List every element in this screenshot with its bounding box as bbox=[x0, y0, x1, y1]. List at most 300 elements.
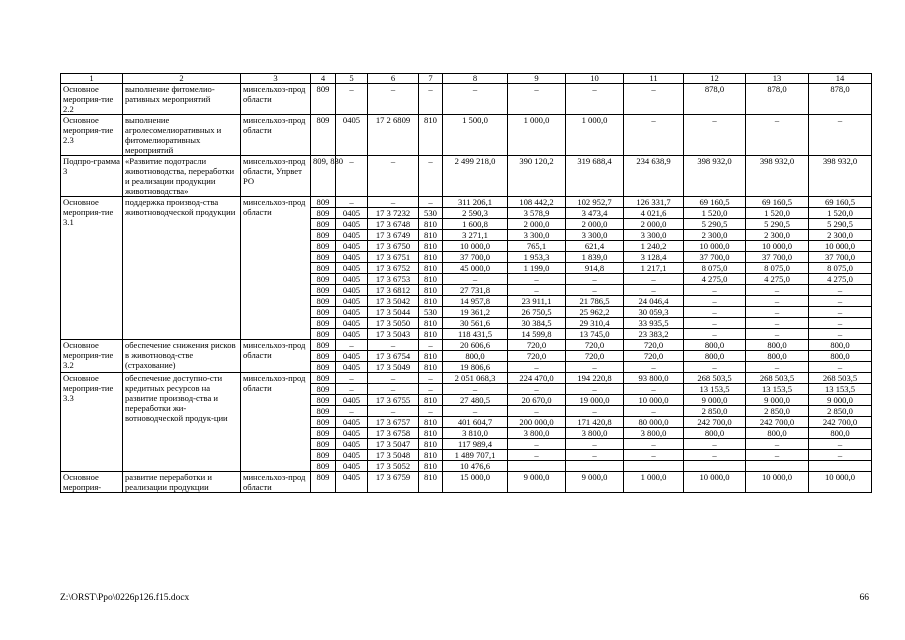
footer-file-path: Z:\ORST\Ppo\0226p126.f15.docx bbox=[60, 593, 190, 603]
value-cell: – bbox=[624, 439, 684, 450]
value-cell: – bbox=[368, 197, 419, 208]
value-cell: 69 160,5 bbox=[684, 197, 746, 208]
value-cell: 3 300,0 bbox=[508, 230, 566, 241]
value-cell: 17 3 6753 bbox=[368, 274, 419, 285]
value-cell: 311 206,1 bbox=[443, 197, 508, 208]
column-header: 6 bbox=[368, 74, 419, 84]
executor-cell: минсельхоз-прод области bbox=[241, 84, 311, 115]
value-cell: 810 bbox=[419, 472, 443, 493]
value-cell: 1 240,2 bbox=[624, 241, 684, 252]
value-cell: – bbox=[809, 285, 872, 296]
item-name-cell: Основное мероприя- bbox=[61, 472, 123, 493]
value-cell: 9 000,0 bbox=[809, 395, 872, 406]
value-cell: 17 3 6751 bbox=[368, 252, 419, 263]
value-cell: 1 000,0 bbox=[508, 115, 566, 156]
value-cell: – bbox=[684, 115, 746, 156]
value-cell: 4 021,6 bbox=[624, 208, 684, 219]
value-cell: 720,0 bbox=[624, 351, 684, 362]
value-cell: 2 850,0 bbox=[809, 406, 872, 417]
value-cell: 268 503,5 bbox=[746, 373, 809, 384]
value-cell: 809 bbox=[311, 417, 336, 428]
value-cell: – bbox=[684, 439, 746, 450]
value-cell: 0405 bbox=[336, 274, 368, 285]
value-cell: 126 331,7 bbox=[624, 197, 684, 208]
value-cell: 80 000,0 bbox=[624, 417, 684, 428]
value-cell: – bbox=[684, 318, 746, 329]
value-cell: 17 3 5048 bbox=[368, 450, 419, 461]
value-cell: – bbox=[508, 362, 566, 373]
value-cell: 17 3 6752 bbox=[368, 263, 419, 274]
value-cell: – bbox=[336, 384, 368, 395]
value-cell: 810 bbox=[419, 219, 443, 230]
value-cell: 0405 bbox=[336, 461, 368, 472]
value-cell: 0405 bbox=[336, 395, 368, 406]
value-cell: 809 bbox=[311, 307, 336, 318]
value-cell: 17 3 6759 bbox=[368, 472, 419, 493]
value-cell: 0405 bbox=[336, 285, 368, 296]
value-cell: 809 bbox=[311, 428, 336, 439]
value-cell: 26 750,5 bbox=[508, 307, 566, 318]
value-cell bbox=[624, 461, 684, 472]
value-cell: 0405 bbox=[336, 263, 368, 274]
value-cell: 5 290,5 bbox=[684, 219, 746, 230]
table-row bbox=[61, 197, 872, 208]
value-cell: 5 290,5 bbox=[809, 219, 872, 230]
value-cell: 530 bbox=[419, 307, 443, 318]
value-cell: – bbox=[809, 115, 872, 156]
value-cell: 21 786,5 bbox=[566, 296, 624, 307]
value-cell: 1 000,0 bbox=[566, 115, 624, 156]
value-cell: 2 000,0 bbox=[566, 219, 624, 230]
value-cell: – bbox=[419, 197, 443, 208]
value-cell: 14 957,8 bbox=[443, 296, 508, 307]
value-cell: 0405 bbox=[336, 439, 368, 450]
value-cell: 398 932,0 bbox=[809, 156, 872, 197]
value-cell: 33 935,5 bbox=[624, 318, 684, 329]
item-description-cell: «Развитие подотрасли животноводства, переработки и реализации продукции животноводства» bbox=[123, 156, 241, 197]
table-row bbox=[61, 472, 872, 493]
value-cell: – bbox=[419, 406, 443, 417]
executor-cell: минсельхоз-прод области, Упрвет РО bbox=[241, 156, 311, 197]
value-cell: 0405 bbox=[336, 230, 368, 241]
value-cell: – bbox=[746, 439, 809, 450]
value-cell: – bbox=[566, 406, 624, 417]
value-cell: – bbox=[684, 450, 746, 461]
value-cell: 809 bbox=[311, 373, 336, 384]
value-cell: 800,0 bbox=[443, 351, 508, 362]
value-cell: – bbox=[508, 406, 566, 417]
value-cell: – bbox=[746, 285, 809, 296]
value-cell: 0405 bbox=[336, 362, 368, 373]
value-cell: 17 3 5044 bbox=[368, 307, 419, 318]
value-cell: 2 850,0 bbox=[746, 406, 809, 417]
value-cell: 1 600,8 bbox=[443, 219, 508, 230]
value-cell: 69 160,5 bbox=[746, 197, 809, 208]
table-row bbox=[61, 340, 872, 351]
value-cell: 2 850,0 bbox=[684, 406, 746, 417]
value-cell: 810 bbox=[419, 241, 443, 252]
value-cell: – bbox=[566, 439, 624, 450]
value-cell: 9 000,0 bbox=[508, 472, 566, 493]
value-cell: 3 800,0 bbox=[566, 428, 624, 439]
value-cell: – bbox=[336, 406, 368, 417]
value-cell: 200 000,0 bbox=[508, 417, 566, 428]
value-cell: 809 bbox=[311, 84, 336, 115]
value-cell: 10 000,0 bbox=[809, 472, 872, 493]
value-cell: – bbox=[684, 285, 746, 296]
value-cell: 809 bbox=[311, 384, 336, 395]
value-cell: – bbox=[566, 274, 624, 285]
value-cell: 3 473,4 bbox=[566, 208, 624, 219]
value-cell: 810 bbox=[419, 285, 443, 296]
value-cell: – bbox=[443, 384, 508, 395]
value-cell: 17 3 6755 bbox=[368, 395, 419, 406]
value-cell: 27 731,8 bbox=[443, 285, 508, 296]
value-cell: – bbox=[624, 115, 684, 156]
value-cell: 0405 bbox=[336, 428, 368, 439]
value-cell: – bbox=[336, 340, 368, 351]
value-cell: – bbox=[746, 307, 809, 318]
value-cell: – bbox=[443, 84, 508, 115]
value-cell: 0405 bbox=[336, 252, 368, 263]
value-cell bbox=[746, 461, 809, 472]
value-cell: 398 932,0 bbox=[746, 156, 809, 197]
value-cell: 9 000,0 bbox=[566, 472, 624, 493]
value-cell: 2 051 068,3 bbox=[443, 373, 508, 384]
value-cell: 0405 bbox=[336, 351, 368, 362]
value-cell bbox=[684, 461, 746, 472]
value-cell: – bbox=[419, 373, 443, 384]
value-cell: 17 3 6749 bbox=[368, 230, 419, 241]
value-cell: 37 700,0 bbox=[746, 252, 809, 263]
value-cell: – bbox=[746, 296, 809, 307]
column-header: 9 bbox=[508, 74, 566, 84]
value-cell: – bbox=[336, 373, 368, 384]
value-cell: 809 bbox=[311, 115, 336, 156]
value-cell: – bbox=[336, 84, 368, 115]
value-cell: 3 271,1 bbox=[443, 230, 508, 241]
value-cell: 878,0 bbox=[684, 84, 746, 115]
value-cell: 765,1 bbox=[508, 241, 566, 252]
value-cell: 809 bbox=[311, 450, 336, 461]
value-cell: 3 800,0 bbox=[508, 428, 566, 439]
value-cell: 810 bbox=[419, 417, 443, 428]
table-row bbox=[61, 156, 872, 197]
value-cell: 809 bbox=[311, 274, 336, 285]
value-cell: 27 480,5 bbox=[443, 395, 508, 406]
page-number: 66 bbox=[859, 593, 869, 603]
value-cell: – bbox=[368, 84, 419, 115]
column-header: 14 bbox=[809, 74, 872, 84]
column-header: 12 bbox=[684, 74, 746, 84]
value-cell: 4 275,0 bbox=[746, 274, 809, 285]
value-cell: 810 bbox=[419, 115, 443, 156]
value-cell: 4 275,0 bbox=[684, 274, 746, 285]
value-cell: – bbox=[624, 274, 684, 285]
value-cell: 17 3 6812 bbox=[368, 285, 419, 296]
value-cell: 810 bbox=[419, 263, 443, 274]
value-cell: 800,0 bbox=[746, 351, 809, 362]
value-cell: 621,4 bbox=[566, 241, 624, 252]
value-cell: 809 bbox=[311, 395, 336, 406]
value-cell: – bbox=[508, 285, 566, 296]
value-cell: 10 476,6 bbox=[443, 461, 508, 472]
value-cell: 10 000,0 bbox=[809, 241, 872, 252]
value-cell: 13 153,5 bbox=[684, 384, 746, 395]
value-cell: 800,0 bbox=[684, 351, 746, 362]
value-cell: 809 bbox=[311, 472, 336, 493]
value-cell: – bbox=[809, 450, 872, 461]
value-cell: 809 bbox=[311, 351, 336, 362]
executor-cell: минсельхоз-прод области bbox=[241, 472, 311, 493]
value-cell: 17 3 5047 bbox=[368, 439, 419, 450]
value-cell: 809 bbox=[311, 208, 336, 219]
value-cell: 2 300,0 bbox=[746, 230, 809, 241]
value-cell: – bbox=[508, 384, 566, 395]
value-cell: 224 470,0 bbox=[508, 373, 566, 384]
value-cell: – bbox=[746, 115, 809, 156]
value-cell: 17 3 5050 bbox=[368, 318, 419, 329]
value-cell: – bbox=[809, 318, 872, 329]
value-cell: 720,0 bbox=[508, 351, 566, 362]
value-cell bbox=[566, 461, 624, 472]
table-body bbox=[61, 74, 872, 493]
value-cell: 10 000,0 bbox=[624, 395, 684, 406]
value-cell: 1 000,0 bbox=[624, 472, 684, 493]
value-cell: 14 599,8 bbox=[508, 329, 566, 340]
value-cell: 25 962,2 bbox=[566, 307, 624, 318]
value-cell: 720,0 bbox=[624, 340, 684, 351]
executor-cell: минсельхоз-прод области bbox=[241, 197, 311, 340]
column-header: 8 bbox=[443, 74, 508, 84]
value-cell: 108 442,2 bbox=[508, 197, 566, 208]
value-cell: – bbox=[624, 384, 684, 395]
value-cell: 3 810,0 bbox=[443, 428, 508, 439]
column-header: 1 bbox=[61, 74, 123, 84]
column-header: 5 bbox=[336, 74, 368, 84]
value-cell: 809 bbox=[311, 230, 336, 241]
value-cell: 809 bbox=[311, 285, 336, 296]
value-cell: 810 bbox=[419, 351, 443, 362]
value-cell: 809 bbox=[311, 461, 336, 472]
value-cell: 809 bbox=[311, 318, 336, 329]
value-cell: – bbox=[566, 285, 624, 296]
value-cell: 2 590,3 bbox=[443, 208, 508, 219]
value-cell: – bbox=[746, 329, 809, 340]
value-cell: 1 953,3 bbox=[508, 252, 566, 263]
table-row bbox=[61, 115, 872, 156]
value-cell: 234 638,9 bbox=[624, 156, 684, 197]
item-name-cell: Основное мероприя-тие 3.1 bbox=[61, 197, 123, 340]
value-cell: – bbox=[746, 318, 809, 329]
value-cell: 102 952,7 bbox=[566, 197, 624, 208]
value-cell: 3 800,0 bbox=[624, 428, 684, 439]
executor-cell: минсельхоз-прод области bbox=[241, 115, 311, 156]
value-cell: 0405 bbox=[336, 219, 368, 230]
value-cell: 809 bbox=[311, 406, 336, 417]
value-cell: – bbox=[684, 329, 746, 340]
value-cell: 37 700,0 bbox=[809, 252, 872, 263]
value-cell: 10 000,0 bbox=[746, 472, 809, 493]
value-cell: 810 bbox=[419, 329, 443, 340]
value-cell: 2 499 218,0 bbox=[443, 156, 508, 197]
value-cell: 242 700,0 bbox=[746, 417, 809, 428]
value-cell: – bbox=[443, 406, 508, 417]
value-cell: 3 128,4 bbox=[624, 252, 684, 263]
value-cell: – bbox=[419, 340, 443, 351]
value-cell: 720,0 bbox=[566, 351, 624, 362]
value-cell: 810 bbox=[419, 450, 443, 461]
value-cell: 809 bbox=[311, 439, 336, 450]
value-cell: 800,0 bbox=[684, 428, 746, 439]
value-cell: 268 503,5 bbox=[684, 373, 746, 384]
value-cell: 809 bbox=[311, 340, 336, 351]
value-cell: – bbox=[566, 384, 624, 395]
value-cell: 117 989,4 bbox=[443, 439, 508, 450]
value-cell: 8 075,0 bbox=[684, 263, 746, 274]
value-cell: 10 000,0 bbox=[684, 241, 746, 252]
value-cell: 17 3 6757 bbox=[368, 417, 419, 428]
value-cell: 242 700,0 bbox=[684, 417, 746, 428]
value-cell: 69 160,5 bbox=[809, 197, 872, 208]
item-description-cell: развитие переработки и реализации продукции bbox=[123, 472, 241, 493]
budget-table bbox=[60, 73, 872, 493]
value-cell: – bbox=[508, 274, 566, 285]
value-cell: 398 932,0 bbox=[684, 156, 746, 197]
value-cell: 809 bbox=[311, 329, 336, 340]
value-cell: 809 bbox=[311, 197, 336, 208]
value-cell: 800,0 bbox=[809, 428, 872, 439]
value-cell: – bbox=[566, 362, 624, 373]
value-cell: 0405 bbox=[336, 241, 368, 252]
value-cell: 118 431,5 bbox=[443, 329, 508, 340]
value-cell: 13 153,5 bbox=[809, 384, 872, 395]
value-cell: – bbox=[336, 197, 368, 208]
value-cell: 809 bbox=[311, 362, 336, 373]
value-cell: – bbox=[419, 84, 443, 115]
value-cell: 0405 bbox=[336, 115, 368, 156]
value-cell: 3 578,9 bbox=[508, 208, 566, 219]
value-cell: 809 bbox=[311, 263, 336, 274]
value-cell: 914,8 bbox=[566, 263, 624, 274]
value-cell: 878,0 bbox=[809, 84, 872, 115]
value-cell: – bbox=[746, 450, 809, 461]
value-cell: – bbox=[809, 296, 872, 307]
value-cell: 810 bbox=[419, 395, 443, 406]
value-cell: 19 806,6 bbox=[443, 362, 508, 373]
value-cell: 809 bbox=[311, 241, 336, 252]
value-cell: – bbox=[566, 84, 624, 115]
item-description-cell: обеспечение доступно-сти кредитных ресурсов на развитие производ-ства и переработки жи-вотноводческой продук-ции bbox=[123, 373, 241, 472]
value-cell: 13 745,0 bbox=[566, 329, 624, 340]
value-cell: 17 3 7232 bbox=[368, 208, 419, 219]
value-cell: 17 3 5049 bbox=[368, 362, 419, 373]
value-cell: 809 bbox=[311, 219, 336, 230]
value-cell: – bbox=[624, 450, 684, 461]
value-cell: 319 688,4 bbox=[566, 156, 624, 197]
value-cell: 17 3 6758 bbox=[368, 428, 419, 439]
value-cell: 0405 bbox=[336, 329, 368, 340]
value-cell: 390 120,2 bbox=[508, 156, 566, 197]
item-name-cell: Основное мероприя-тие 3.2 bbox=[61, 340, 123, 373]
value-cell: 9 000,0 bbox=[684, 395, 746, 406]
value-cell: 17 3 6754 bbox=[368, 351, 419, 362]
value-cell: – bbox=[443, 274, 508, 285]
value-cell: 30 384,5 bbox=[508, 318, 566, 329]
value-cell: 810 bbox=[419, 428, 443, 439]
table-row bbox=[61, 373, 872, 384]
item-description-cell: выполнение фитомелио-ративных мероприятий bbox=[123, 84, 241, 115]
executor-cell: минсельхоз-прод области bbox=[241, 373, 311, 472]
value-cell: 23 383,2 bbox=[624, 329, 684, 340]
value-cell: 810 bbox=[419, 274, 443, 285]
value-cell: – bbox=[684, 362, 746, 373]
value-cell: 809, 830 bbox=[311, 156, 336, 197]
value-cell: 530 bbox=[419, 208, 443, 219]
value-cell: – bbox=[368, 156, 419, 197]
value-cell: – bbox=[624, 84, 684, 115]
value-cell: 10 000,0 bbox=[443, 241, 508, 252]
value-cell: 3 300,0 bbox=[566, 230, 624, 241]
header-row bbox=[61, 74, 872, 84]
value-cell: 1 520,0 bbox=[684, 208, 746, 219]
value-cell: – bbox=[684, 307, 746, 318]
value-cell: 17 3 6748 bbox=[368, 219, 419, 230]
item-name-cell: Подпро-грамма 3 bbox=[61, 156, 123, 197]
value-cell: 13 153,5 bbox=[746, 384, 809, 395]
value-cell: 0405 bbox=[336, 296, 368, 307]
value-cell: 0405 bbox=[336, 450, 368, 461]
value-cell: 810 bbox=[419, 461, 443, 472]
item-name-cell: Основное мероприя-тие 3.3 bbox=[61, 373, 123, 472]
value-cell: 401 604,7 bbox=[443, 417, 508, 428]
value-cell: – bbox=[508, 450, 566, 461]
value-cell: 8 075,0 bbox=[809, 263, 872, 274]
column-header: 13 bbox=[746, 74, 809, 84]
value-cell: – bbox=[624, 406, 684, 417]
value-cell: 20 670,0 bbox=[508, 395, 566, 406]
value-cell: 720,0 bbox=[566, 340, 624, 351]
value-cell: – bbox=[368, 373, 419, 384]
value-cell: 0405 bbox=[336, 208, 368, 219]
value-cell: 19 361,2 bbox=[443, 307, 508, 318]
value-cell: 878,0 bbox=[746, 84, 809, 115]
value-cell: 809 bbox=[311, 296, 336, 307]
value-cell bbox=[508, 461, 566, 472]
item-name-cell: Основное мероприя-тие 2.3 bbox=[61, 115, 123, 156]
value-cell: 810 bbox=[419, 252, 443, 263]
value-cell: 1 217,1 bbox=[624, 263, 684, 274]
value-cell: 17 3 5052 bbox=[368, 461, 419, 472]
value-cell: 800,0 bbox=[809, 351, 872, 362]
value-cell: 17 3 6750 bbox=[368, 241, 419, 252]
value-cell: 17 2 6809 bbox=[368, 115, 419, 156]
item-name-cell: Основное мероприя-тие 2.2 bbox=[61, 84, 123, 115]
value-cell: 10 000,0 bbox=[746, 241, 809, 252]
value-cell: – bbox=[624, 285, 684, 296]
value-cell: – bbox=[368, 340, 419, 351]
value-cell: 720,0 bbox=[508, 340, 566, 351]
value-cell: 0405 bbox=[336, 417, 368, 428]
table-row bbox=[61, 84, 872, 115]
value-cell: 1 500,0 bbox=[443, 115, 508, 156]
value-cell: – bbox=[419, 384, 443, 395]
value-cell: 800,0 bbox=[746, 428, 809, 439]
item-description-cell: выполнение агролесомелиоративных и фитомелиоративных мероприятий bbox=[123, 115, 241, 156]
value-cell: – bbox=[809, 329, 872, 340]
value-cell: 19 000,0 bbox=[566, 395, 624, 406]
value-cell: – bbox=[368, 384, 419, 395]
